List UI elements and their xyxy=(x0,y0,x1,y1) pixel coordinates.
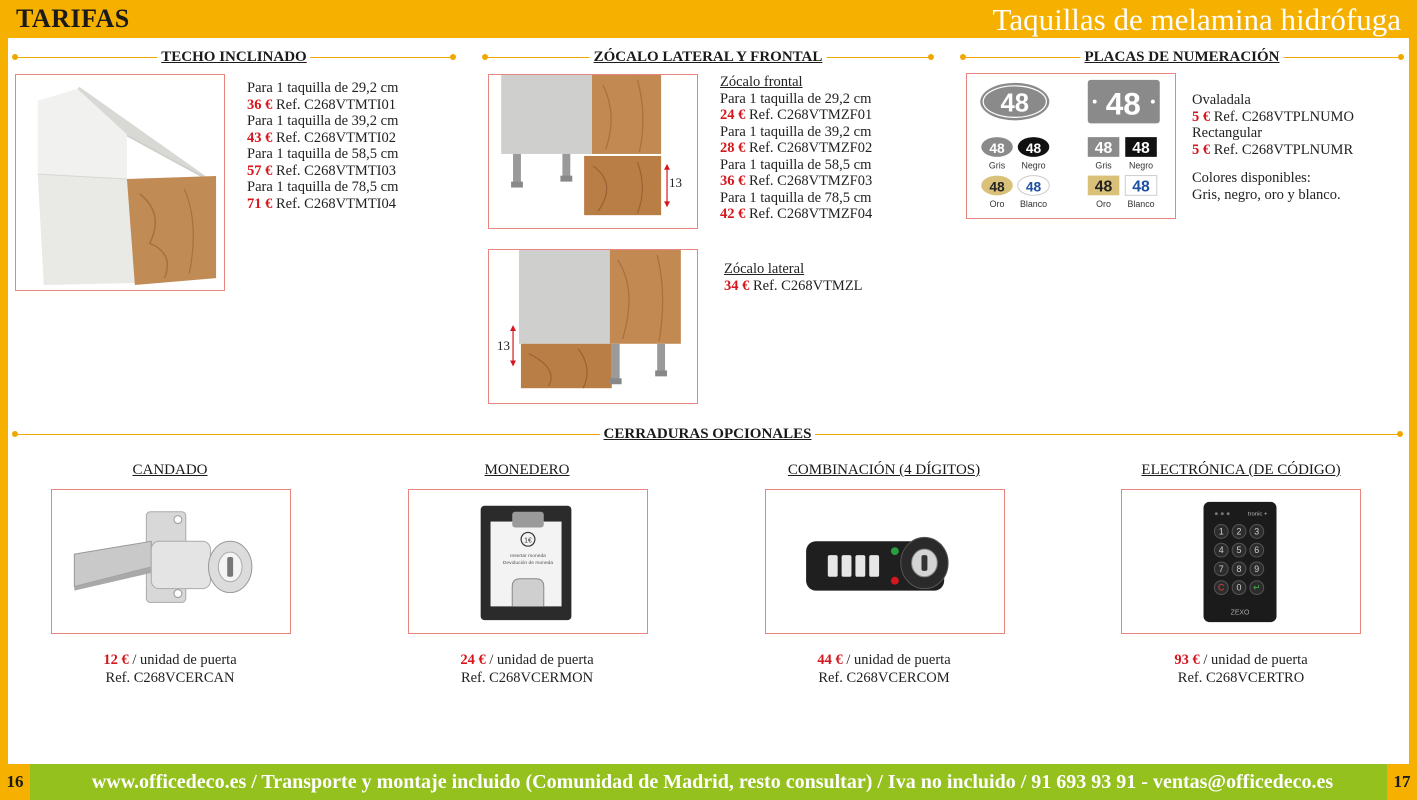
zocalo-frontal-image xyxy=(488,74,698,229)
zocalo-item: Para 1 taquilla de 29,2 cm 24 € Ref. C268VTMZF01 xyxy=(720,90,873,123)
techo-prices xyxy=(247,80,398,212)
zocalo-heading xyxy=(484,49,932,65)
svg-text:tronic +: tronic + xyxy=(1247,511,1268,518)
dot-icon xyxy=(12,431,18,437)
svg-text:Negro: Negro xyxy=(1128,160,1154,171)
lock-price-combinacion: 44 € / unidad de puerta Ref. C268VCERCOM xyxy=(817,652,951,686)
svg-text:Devolución de moneda: Devolución de moneda xyxy=(502,560,554,566)
section-title: TARIFAS xyxy=(16,4,130,33)
spacer xyxy=(1192,158,1354,170)
zocalo-item: Para 1 taquilla de 58,5 cm 36 € Ref. C268VTMZF03 xyxy=(720,156,873,189)
svg-text:Gris: Gris xyxy=(988,160,1006,171)
page-number-left: 16 xyxy=(0,764,30,800)
keypad-key-label: 5 xyxy=(1236,545,1242,556)
placas-prices xyxy=(1192,92,1354,203)
dot-icon xyxy=(1397,431,1403,437)
document-title: Taquillas de melamina hidrófuga xyxy=(992,2,1401,37)
colors-text: Gris, negro, oro y blanco. xyxy=(1192,186,1341,203)
placa-oval-label: Ovaladala xyxy=(1192,92,1251,108)
combinacion-image xyxy=(765,489,1005,634)
placas-heading-label: PLACAS DE NUMERACIÓN xyxy=(1080,49,1283,66)
svg-text:Negro: Negro xyxy=(1021,160,1046,171)
keypad-key-label: ↵ xyxy=(1253,582,1261,593)
dot-icon xyxy=(1398,54,1404,60)
zocalo-lateral-title: Zócalo lateral xyxy=(724,261,805,277)
placa-oval-item: 5 € Ref. C268VTPLNUMO xyxy=(1192,108,1354,125)
lock-price-electronica: 93 € / unidad de puerta Ref. C268VCERTRO xyxy=(1174,652,1308,686)
zocalo-lateral-prices xyxy=(724,261,863,294)
svg-text:48: 48 xyxy=(1094,139,1113,157)
zocalo-lateral-image xyxy=(488,249,698,404)
keypad-key-label: 6 xyxy=(1254,545,1260,556)
header-bar xyxy=(0,0,1417,38)
keypad-key-label: 8 xyxy=(1236,563,1242,574)
lock-price-candado: 12 € / unidad de puerta Ref. C268VCERCAN xyxy=(103,652,237,686)
svg-text:48: 48 xyxy=(1000,89,1030,118)
keypad-key-label: 2 xyxy=(1236,526,1242,537)
techo-heading-label: TECHO INCLINADO xyxy=(157,49,310,66)
placas-heading xyxy=(962,49,1402,65)
techo-item: Para 1 taquilla de 58,5 cm 57 € Ref. C268VTMTI03 xyxy=(247,146,399,179)
lock-title-candado: CANDADO xyxy=(132,462,208,478)
placas-image xyxy=(966,73,1176,219)
techo-item: Para 1 taquilla de 29,2 cm 36 € Ref. C268VTMTI01 xyxy=(247,80,399,113)
colors-title: Colores disponibles: xyxy=(1192,170,1311,186)
dot-icon xyxy=(450,54,456,60)
dot-icon xyxy=(12,54,18,60)
lock-title-combinacion: COMBINACIÓN (4 DÍGITOS) xyxy=(787,462,981,478)
keypad-key-label: C xyxy=(1218,582,1225,593)
dot-icon xyxy=(482,54,488,60)
dimension-label: 13 xyxy=(669,175,682,190)
svg-text:Gris: Gris xyxy=(1095,160,1112,171)
zocalo-frontal-prices xyxy=(720,74,872,223)
dot-icon xyxy=(960,54,966,60)
lock-title-monedero: MONEDERO xyxy=(484,462,570,478)
svg-text:Oro: Oro xyxy=(989,199,1005,210)
svg-text:Insertar moneda: Insertar moneda xyxy=(510,554,546,560)
zocalo-lateral-item: 34 € Ref. C268VTMZL xyxy=(724,277,863,294)
placa-rect-item: 5 € Ref. C268VTPLNUMR xyxy=(1192,141,1354,158)
monedero-image xyxy=(408,489,648,634)
keypad-key-label: 3 xyxy=(1254,526,1260,537)
techo-heading xyxy=(14,49,454,65)
svg-text:Oro: Oro xyxy=(1096,199,1111,210)
keypad-key-label: 1 xyxy=(1218,526,1224,537)
candado-image xyxy=(51,489,291,634)
techo-item: Para 1 taquilla de 78,5 cm 71 € Ref. C268VTMTI04 xyxy=(247,179,399,212)
dimension-label: 13 xyxy=(497,338,510,353)
svg-text:48: 48 xyxy=(1025,140,1042,156)
svg-text:48: 48 xyxy=(1094,178,1113,196)
keypad-key-label: 4 xyxy=(1218,545,1224,556)
zocalo-frontal-title: Zócalo frontal xyxy=(720,74,803,90)
keypad-key-label: 9 xyxy=(1254,563,1260,574)
svg-text:1€: 1€ xyxy=(524,537,532,545)
dot-icon xyxy=(928,54,934,60)
svg-text:48: 48 xyxy=(1132,139,1150,157)
svg-text:48: 48 xyxy=(989,179,1005,195)
svg-text:48: 48 xyxy=(1105,85,1141,122)
svg-text:ZEXO: ZEXO xyxy=(1230,609,1250,617)
keypad-key-label: 7 xyxy=(1218,563,1224,574)
footer-bar xyxy=(0,764,1417,800)
electronica-image xyxy=(1121,489,1361,634)
keypad-key-label: 0 xyxy=(1236,582,1242,593)
techo-item: Para 1 taquilla de 39,2 cm 43 € Ref. C268VTMTI02 xyxy=(247,113,399,146)
cerraduras-heading xyxy=(14,426,1401,442)
svg-text:48: 48 xyxy=(1025,179,1042,195)
techo-image xyxy=(15,74,225,291)
page-number-right: 17 xyxy=(1387,764,1417,800)
zocalo-item: Para 1 taquilla de 78,5 cm 42 € Ref. C268VTMZF04 xyxy=(720,189,873,222)
svg-text:Blanco: Blanco xyxy=(1019,199,1048,210)
zocalo-item: Para 1 taquilla de 39,2 cm 28 € Ref. C268VTMZF02 xyxy=(720,123,873,156)
svg-text:48: 48 xyxy=(989,140,1005,156)
lock-price-monedero: 24 € / unidad de puerta Ref. C268VCERMON xyxy=(460,652,594,686)
svg-text:48: 48 xyxy=(1132,178,1150,196)
placa-rect-label: Rectangular xyxy=(1192,125,1263,141)
svg-text:Blanco: Blanco xyxy=(1127,199,1155,210)
footer-text: www.officedeco.es / Transporte y montaje incluido (Comunidad de Madrid, resto consultar) / Iva no incluido / 91 693 93 91 - ventas@officedeco.es xyxy=(91,771,1334,793)
cerraduras-heading-label: CERRADURAS OPCIONALES xyxy=(600,426,816,443)
lock-title-electronica: ELECTRÓNICA (DE CÓDIGO) xyxy=(1141,462,1341,478)
zocalo-heading-label: ZÓCALO LATERAL Y FRONTAL xyxy=(590,49,827,66)
